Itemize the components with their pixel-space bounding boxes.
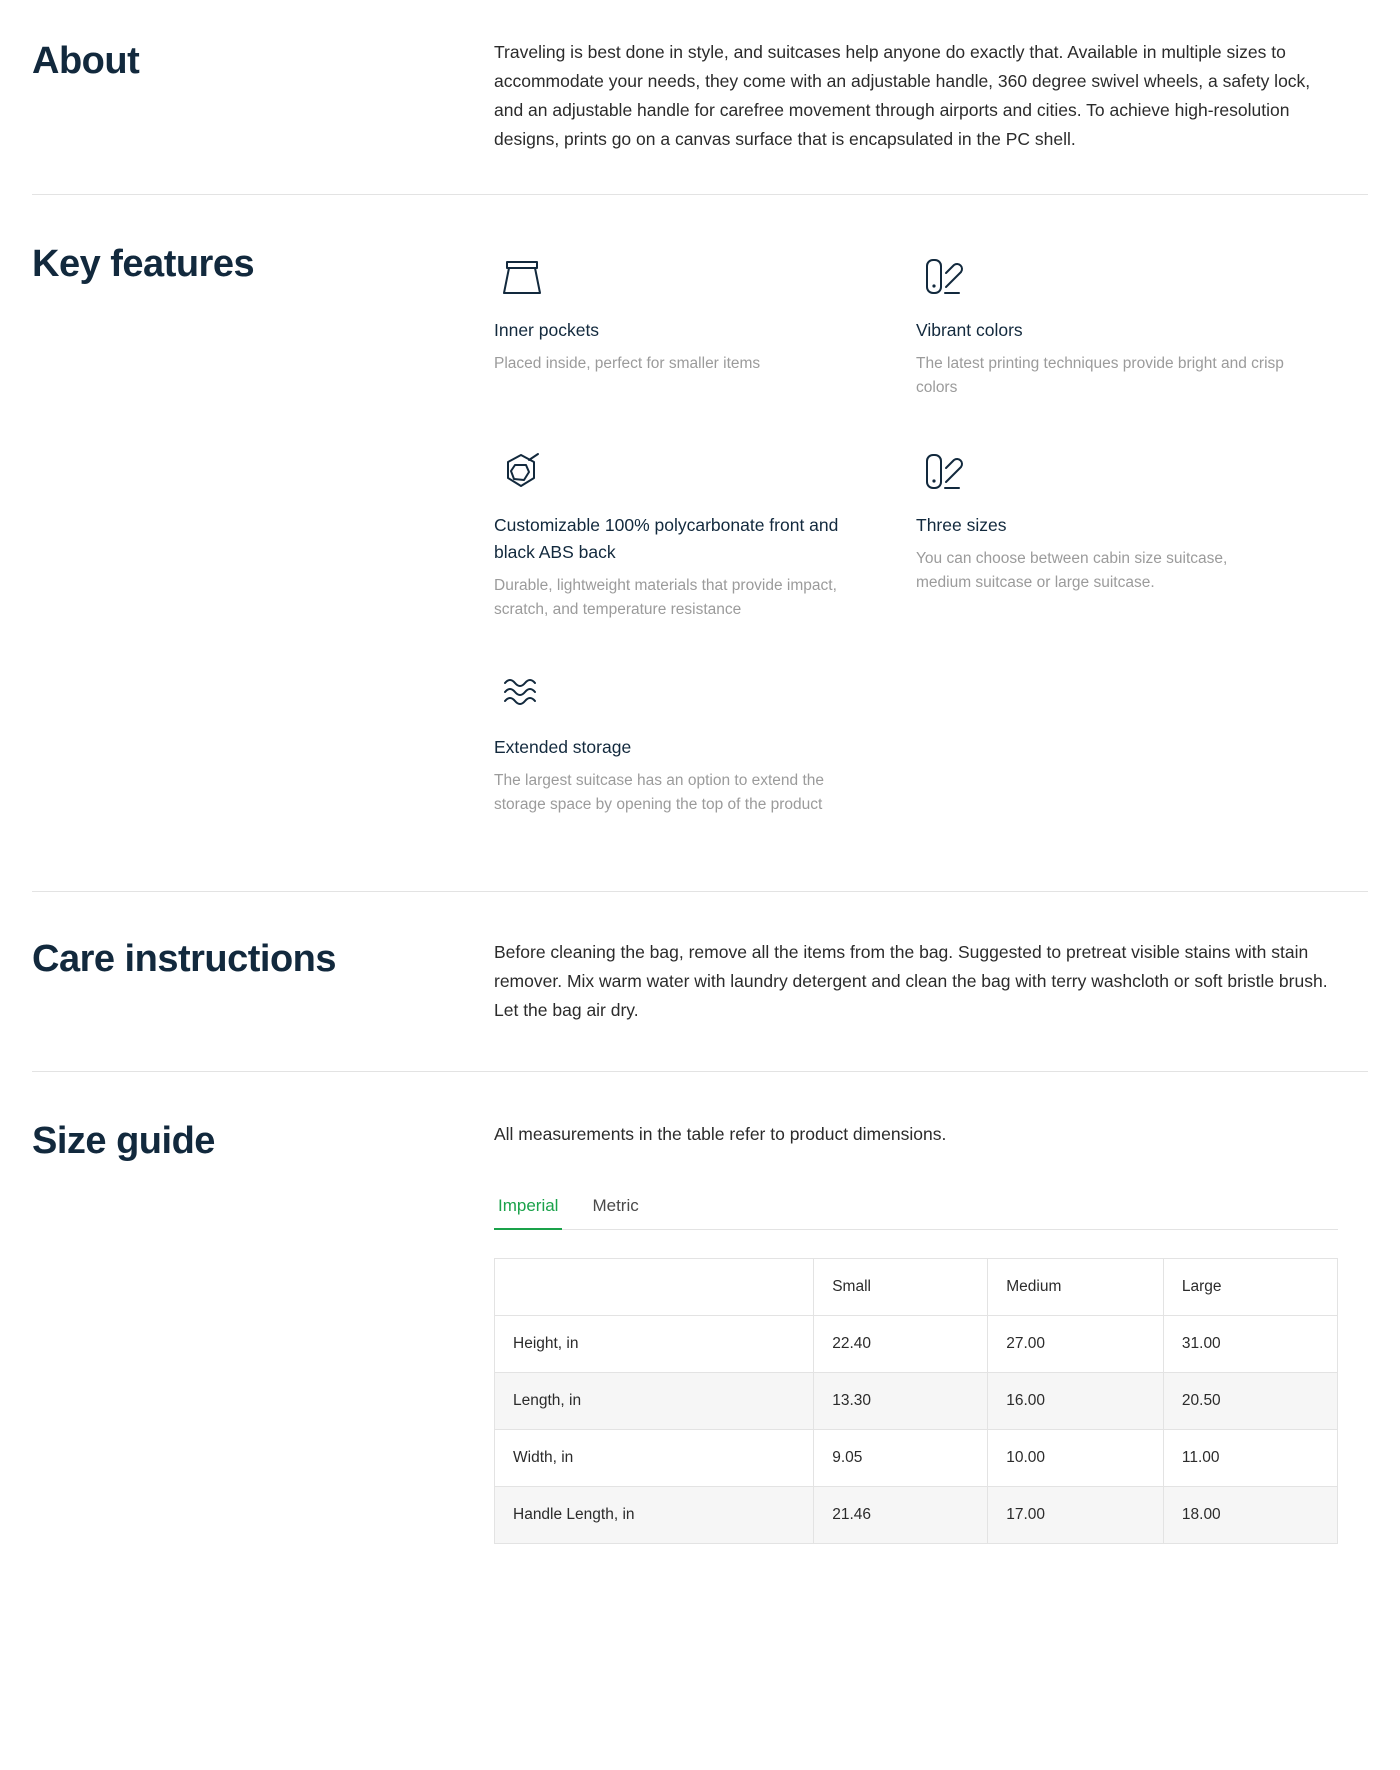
feature-item <box>916 243 1338 400</box>
table-row <box>495 1315 1338 1372</box>
table-cell-label: Length, in <box>495 1372 814 1429</box>
tab-metric[interactable]: Metric <box>592 1195 639 1215</box>
size-guide-note: All measurements in the table refer to product dimensions. <box>494 1123 947 1144</box>
size-guide-title-column <box>32 1120 494 1164</box>
size-guide-section <box>0 1072 1400 1584</box>
table-cell-value: 16.00 <box>988 1372 1164 1429</box>
size-guide-body-column <box>494 1120 1368 1544</box>
feature-item <box>494 243 916 400</box>
feature-item <box>494 660 916 817</box>
about-body-column <box>494 38 1368 154</box>
feature-item <box>494 438 916 622</box>
size-guide-heading: Size guide <box>32 1119 215 1162</box>
feature-name: Extended storage <box>494 736 632 757</box>
care-body-column <box>494 938 1368 1025</box>
table-cell-value: 20.50 <box>1163 1372 1337 1429</box>
care-text: Before cleaning the bag, remove all the items from the bag. Suggested to pretreat visible stains with stain remover. Mix warm water with laundry detergent and clean the bag with terry washcloth or soft bristle brush. Let the bag air dry. <box>494 942 1328 1020</box>
key-features-grid <box>494 243 1338 856</box>
feature-item <box>916 438 1338 622</box>
open-box-icon <box>494 243 864 299</box>
table-cell-value: 17.00 <box>988 1486 1164 1543</box>
feature-name: Inner pockets <box>494 319 600 340</box>
table-header-cell: Large <box>1163 1258 1337 1315</box>
table-header-cell <box>495 1258 814 1315</box>
care-title-column <box>32 938 494 982</box>
color-swatch-icon <box>916 243 1286 299</box>
size-guide-table <box>494 1258 1338 1544</box>
table-cell-value: 9.05 <box>814 1429 988 1486</box>
table-cell-value: 22.40 <box>814 1315 988 1372</box>
size-table-body <box>495 1315 1338 1543</box>
table-row <box>495 1486 1338 1543</box>
feature-description: You can choose between cabin size suitcase, medium suitcase or large suitcase. <box>916 549 1228 591</box>
table-cell-value: 21.46 <box>814 1486 988 1543</box>
feature-name: Three sizes <box>916 514 1007 535</box>
about-title-column <box>32 38 494 84</box>
table-header-cell: Medium <box>988 1258 1164 1315</box>
table-cell-value: 27.00 <box>988 1315 1164 1372</box>
care-instructions-section <box>0 892 1400 1071</box>
table-row <box>495 1372 1338 1429</box>
feature-description: Durable, lightweight materials that provide impact, scratch, and temperature resistance <box>494 576 837 618</box>
table-header-row <box>495 1258 1338 1315</box>
care-heading: Care instructions <box>32 938 337 981</box>
feature-name: Customizable 100% polycarbonate front and black ABS back <box>494 514 839 562</box>
feature-description: Placed inside, perfect for smaller items <box>494 354 761 372</box>
table-cell-value: 10.00 <box>988 1429 1164 1486</box>
key-features-title-column <box>32 243 494 287</box>
waves-icon <box>494 660 864 716</box>
table-cell-value: 18.00 <box>1163 1486 1337 1543</box>
key-features-section <box>0 195 1400 892</box>
table-cell-value: 11.00 <box>1163 1429 1337 1486</box>
about-section <box>0 0 1400 194</box>
table-cell-label: Width, in <box>495 1429 814 1486</box>
table-header-cell: Small <box>814 1258 988 1315</box>
feature-description: The largest suitcase has an option to extend the storage space by opening the top of the product <box>494 772 825 814</box>
size-table-head <box>495 1258 1338 1315</box>
polygon-material-icon <box>494 438 864 494</box>
table-cell-label: Handle Length, in <box>495 1486 814 1543</box>
table-cell-value: 31.00 <box>1163 1315 1337 1372</box>
table-row <box>495 1429 1338 1486</box>
key-features-heading: Key features <box>32 242 255 285</box>
table-cell-value: 13.30 <box>814 1372 988 1429</box>
feature-description: The latest printing techniques provide bright and crisp colors <box>916 354 1284 396</box>
table-cell-label: Height, in <box>495 1315 814 1372</box>
color-swatch-icon <box>916 438 1286 494</box>
feature-name: Vibrant colors <box>916 319 1023 340</box>
about-heading: About <box>32 40 140 82</box>
key-features-body-column <box>494 243 1368 856</box>
size-guide-tabs <box>494 1189 1338 1230</box>
tab-imperial[interactable]: Imperial <box>494 1190 562 1230</box>
about-text: Traveling is best done in style, and suitcases help anyone do exactly that. Available in multiple sizes to accommodate your needs, they come with an adjustable handle, 360 degree swivel wheels, a safety lock, and an adjustable handle for carefree movement through airports and cities. To achieve high-resolution designs, prints go on a canvas surface that is encapsulated in the PC shell. <box>494 42 1311 149</box>
